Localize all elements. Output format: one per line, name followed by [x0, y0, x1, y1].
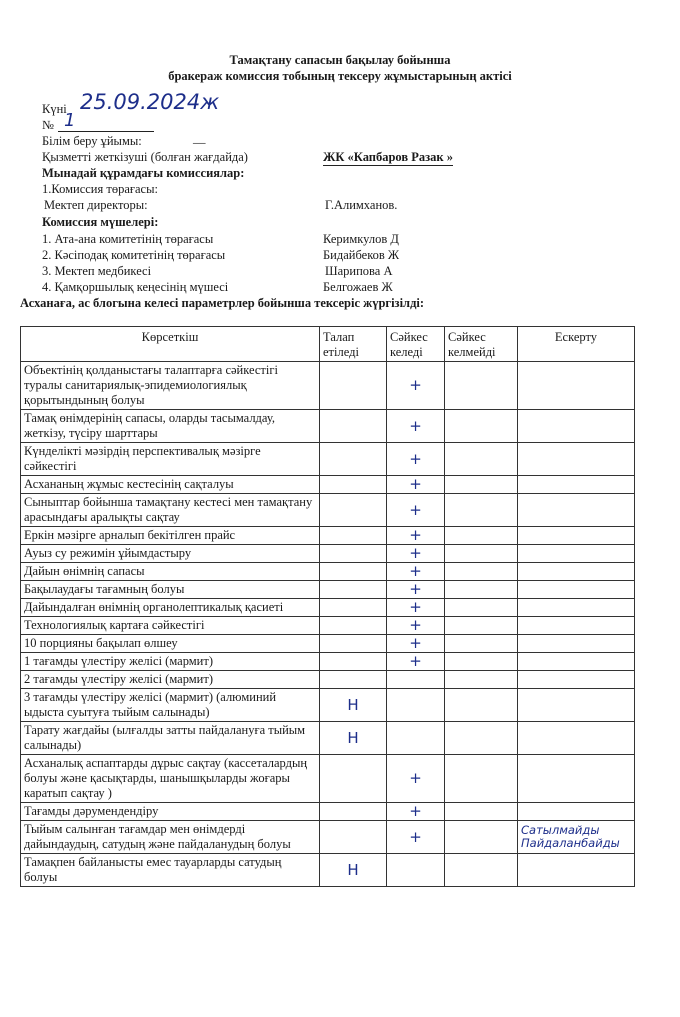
cell-indicator: 3 тағамды үлестіру желісі (мармит) (алюминий ыдыста суытуға тыйым салынады)	[21, 689, 320, 722]
cell-note	[518, 722, 635, 755]
member-role-3: 3. Мектеп медбикесі	[42, 264, 152, 278]
cell-required: Н	[320, 689, 387, 722]
cell-indicator: Тағамды дәрумендендіру	[21, 803, 320, 821]
cell-compliant: +	[387, 563, 445, 581]
cell-noncompliant	[445, 854, 518, 887]
cell-indicator: Дайын өнімнің сапасы	[21, 563, 320, 581]
cell-noncompliant	[445, 722, 518, 755]
cell-required	[320, 671, 387, 689]
cell-note	[518, 599, 635, 617]
supplier-value: ЖК «Капбаров Разак »	[323, 150, 453, 164]
cell-noncompliant	[445, 803, 518, 821]
table-row	[21, 671, 635, 689]
table-row	[21, 722, 635, 755]
cell-note	[518, 443, 635, 476]
org-label: Білім беру ұйымы:	[42, 134, 142, 148]
cell-required	[320, 443, 387, 476]
cell-required	[320, 545, 387, 563]
member-name-1: Керимкулов Д	[323, 232, 399, 246]
cell-required	[320, 599, 387, 617]
table-row	[21, 821, 635, 854]
cell-indicator: Еркін мәзірге арналып бекітілген прайс	[21, 527, 320, 545]
cell-compliant: +	[387, 803, 445, 821]
cell-required	[320, 362, 387, 410]
cell-noncompliant	[445, 671, 518, 689]
document-title-line1: Тамақтану сапасын бақылау бойынша	[229, 53, 451, 67]
table-header-row	[21, 327, 635, 362]
cell-compliant: +	[387, 599, 445, 617]
cell-noncompliant	[445, 617, 518, 635]
number-value: 1	[64, 110, 76, 131]
cell-note	[518, 635, 635, 653]
director-label: Мектеп директоры:	[44, 198, 148, 212]
date-label: Күні	[42, 102, 67, 116]
cell-compliant: +	[387, 476, 445, 494]
table-row	[21, 755, 635, 803]
cell-indicator: Асханалық аспаптарды дұрыс сақтау (кассеталардың болуы және қасықтарды, шанышқыларды жоғары каратып сақтау )	[21, 755, 320, 803]
table-row	[21, 581, 635, 599]
header-indicator: Көрсеткіш	[21, 327, 320, 362]
cell-compliant: +	[387, 527, 445, 545]
document-title-line2: бракераж комиссия тобының тексеру жұмыстарының актісі	[168, 69, 512, 83]
cell-noncompliant	[445, 635, 518, 653]
table-row	[21, 410, 635, 443]
cell-noncompliant	[445, 443, 518, 476]
cell-noncompliant	[445, 362, 518, 410]
table-row	[21, 443, 635, 476]
cell-note	[518, 803, 635, 821]
cell-compliant	[387, 671, 445, 689]
member-name-2: Бидайбеков Ж	[323, 248, 400, 262]
member-name-4: Белгожаев Ж	[323, 280, 393, 294]
cell-required	[320, 527, 387, 545]
header-compliant: Сәйкес келеді	[387, 327, 445, 362]
cell-required	[320, 653, 387, 671]
cell-note	[518, 581, 635, 599]
number-label: №	[42, 118, 54, 132]
cell-required	[320, 563, 387, 581]
cell-note	[518, 527, 635, 545]
cell-compliant: +	[387, 362, 445, 410]
cell-compliant: +	[387, 443, 445, 476]
cell-compliant: +	[387, 494, 445, 527]
cell-indicator: Бақылаудағы тағамның болуы	[21, 581, 320, 599]
cell-indicator: 1 тағамды үлестіру желісі (мармит)	[21, 653, 320, 671]
cell-noncompliant	[445, 581, 518, 599]
member-name-3: Шарипова А	[325, 264, 393, 278]
cell-required	[320, 494, 387, 527]
cell-indicator: Технологиялық картаға сәйкестігі	[21, 617, 320, 635]
cell-indicator: Объектінің қолданыстағы талаптарға сәйкестігі туралы санитариялық-эпидемиологиялық қорытындының болуы	[21, 362, 320, 410]
table-row	[21, 653, 635, 671]
cell-required	[320, 755, 387, 803]
inspection-table	[20, 326, 635, 887]
cell-note	[518, 545, 635, 563]
member-role-1: 1. Ата-ана комитетінің төрағасы	[42, 232, 214, 246]
cell-note	[518, 476, 635, 494]
cell-required	[320, 635, 387, 653]
cell-noncompliant	[445, 563, 518, 581]
cell-note	[518, 653, 635, 671]
cell-note: Сатылмайды Пайдаланбайды	[518, 821, 635, 854]
cell-noncompliant	[445, 476, 518, 494]
cell-noncompliant	[445, 527, 518, 545]
org-value: __	[193, 131, 206, 145]
cell-required	[320, 410, 387, 443]
director-name: Г.Алимханов.	[325, 198, 398, 212]
commission-heading: Мынадай құрамдағы комиссиялар:	[42, 166, 245, 180]
cell-required	[320, 581, 387, 599]
cell-indicator: Асхананың жұмыс кестесінің сақталуы	[21, 476, 320, 494]
inspection-intro: Асханаға, ас блогына келесі параметрлер бойынша тексеріс жүргізілді:	[20, 296, 425, 310]
cell-indicator: Тамақпен байланысты емес тауарларды сатудың болуы	[21, 854, 320, 887]
cell-indicator: Ауыз су режимін ұйымдастыру	[21, 545, 320, 563]
cell-required	[320, 821, 387, 854]
commission-chair-label: 1.Комиссия төрағасы:	[42, 182, 158, 196]
cell-required: Н	[320, 722, 387, 755]
cell-required	[320, 803, 387, 821]
cell-compliant	[387, 854, 445, 887]
cell-noncompliant	[445, 599, 518, 617]
cell-indicator: Күнделікті мәзірдің перспективалық мәзірге сәйкестігі	[21, 443, 320, 476]
header-noncompliant: Сәйкес келмейді	[445, 327, 518, 362]
cell-note	[518, 854, 635, 887]
cell-indicator: Дайындалған өнімнің органолептикалық қасиеті	[21, 599, 320, 617]
cell-required	[320, 617, 387, 635]
table-row	[21, 563, 635, 581]
member-role-4: 4. Қамқоршылық кеңесінің мүшесі	[42, 280, 229, 294]
table-row	[21, 599, 635, 617]
table-row	[21, 545, 635, 563]
cell-compliant: +	[387, 653, 445, 671]
table-row	[21, 635, 635, 653]
cell-note	[518, 617, 635, 635]
cell-note	[518, 671, 635, 689]
cell-indicator: Тамақ өнімдерінің сапасы, оларды тасымалдау, жеткізу, түсіру шарттары	[21, 410, 320, 443]
cell-note	[518, 563, 635, 581]
cell-noncompliant	[445, 545, 518, 563]
cell-note	[518, 755, 635, 803]
cell-indicator: Тыйым салынған тағамдар мен өнімдерді дайындаудың, сатудың және пайдаланудың болуы	[21, 821, 320, 854]
cell-indicator: 2 тағамды үлестіру желісі (мармит)	[21, 671, 320, 689]
table-row	[21, 803, 635, 821]
cell-compliant: +	[387, 821, 445, 854]
cell-note	[518, 410, 635, 443]
table-row	[21, 362, 635, 410]
cell-compliant	[387, 689, 445, 722]
cell-compliant: +	[387, 545, 445, 563]
cell-compliant	[387, 722, 445, 755]
cell-note	[518, 362, 635, 410]
cell-noncompliant	[445, 653, 518, 671]
cell-noncompliant	[445, 755, 518, 803]
cell-noncompliant	[445, 821, 518, 854]
date-value: 25.09.2024ж	[80, 90, 220, 114]
cell-noncompliant	[445, 410, 518, 443]
table-row	[21, 689, 635, 722]
header-note: Ескерту	[518, 327, 635, 362]
table-row	[21, 476, 635, 494]
members-heading: Комиссия мүшелері:	[42, 215, 159, 229]
cell-compliant: +	[387, 581, 445, 599]
cell-indicator: Тарату жағдайы (ылғалды затты пайдалануға тыйым салынады)	[21, 722, 320, 755]
cell-required: Н	[320, 854, 387, 887]
cell-noncompliant	[445, 494, 518, 527]
cell-indicator: Сыныптар бойынша тамақтану кестесі мен тамақтану арасындағы аралықты сақтау	[21, 494, 320, 527]
cell-note	[518, 689, 635, 722]
cell-noncompliant	[445, 689, 518, 722]
table-row	[21, 617, 635, 635]
cell-required	[320, 476, 387, 494]
cell-compliant: +	[387, 635, 445, 653]
cell-compliant: +	[387, 755, 445, 803]
table-row	[21, 494, 635, 527]
table-row	[21, 527, 635, 545]
cell-indicator: 10 порцияны бақылап өлшеу	[21, 635, 320, 653]
cell-note	[518, 494, 635, 527]
table-row	[21, 854, 635, 887]
header-required: Талап етіледі	[320, 327, 387, 362]
cell-compliant: +	[387, 617, 445, 635]
member-role-2: 2. Кәсіподақ комитетінің төрағасы	[42, 248, 226, 262]
supplier-label: Қызметті жеткізуші (болған жағдайда)	[42, 150, 248, 164]
cell-compliant: +	[387, 410, 445, 443]
